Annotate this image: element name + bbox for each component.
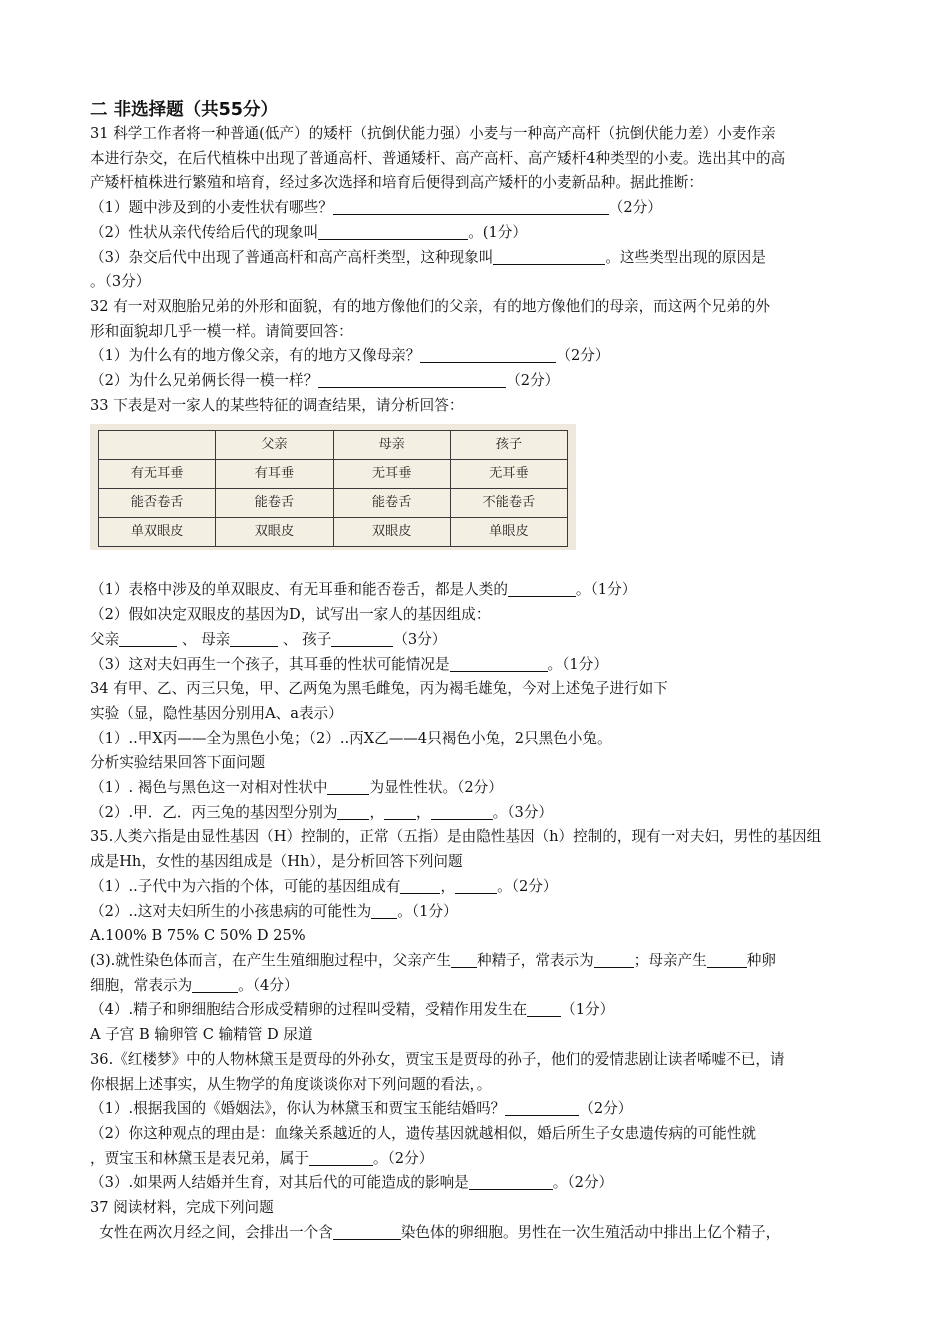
q31-sub-1 xyxy=(90,196,870,221)
q31-sub-1-text: （1）题中涉及到的小麦性状有哪些？ xyxy=(90,199,333,217)
q37-text-line-1: 37 阅读材料，完成下列问题 xyxy=(90,1199,274,1217)
q36-sub-2: （2）你这种观点的理由是：血缘关系越近的人，遗传基因就越相似，婚后所生子女患遗传病的可能性就 xyxy=(90,1124,757,1142)
q35-sub-3-text: (3).就性染色体而言，在产生生殖细胞过程中，父亲产生 xyxy=(90,951,451,969)
q34-text-line-3: （1）..甲X丙——全为黑色小兔；（2）..丙X乙——4只褐色小兔，2只黑色小兔。 xyxy=(90,729,612,747)
q35-sub-3-text-d: 种卵 xyxy=(746,951,776,969)
q35-text-line-2: 成是Hh，女性的基因组成是（Hh），是分析回答下列问题 xyxy=(90,853,463,871)
answer-blank[interactable] xyxy=(450,655,548,672)
answer-blank[interactable] xyxy=(451,951,477,968)
q32-text-line-2: 形和面貌却几乎一模一样。请简要回答： xyxy=(90,322,353,340)
exam-content xyxy=(90,98,870,1245)
q32-sub-1 xyxy=(90,344,870,369)
q35-sub-4-score: （1分） xyxy=(561,1001,615,1019)
q31-sub-2 xyxy=(90,221,870,246)
table-cell: 无耳垂 xyxy=(450,460,567,489)
q36-text-line-1: 36.《红楼梦》中的人物林黛玉是贾母的外孙女，贾宝玉是贾母的孙子，他们的爱情悲剧让读者唏嘘不已，请 xyxy=(90,1050,785,1068)
q31-sub-2-score: 。(1分） xyxy=(468,223,527,241)
q35-sub-4-text: （4）.精子和卵细胞结合形成受精卵的过程叫受精，受精作用发生在 xyxy=(90,1001,528,1019)
q35-options-2: A 子宫 B 输卵管 C 输精管 D 尿道 xyxy=(90,1026,313,1044)
q36-sub-2-score: 。（2分） xyxy=(372,1149,434,1167)
table-cell: 双眼皮 xyxy=(216,518,333,547)
table-header-cell xyxy=(99,431,216,460)
q34-sub-1-text: （1）. 褐色与黑色这一对相对性状中 xyxy=(90,779,328,797)
q36-sub-2-cont xyxy=(90,1147,870,1172)
q34-sub-2 xyxy=(90,801,870,826)
q35-sub-3-text-b: 种精子，常表示为 xyxy=(476,951,594,969)
q32-sub-2-score: （2分） xyxy=(506,372,560,390)
table-header-cell: 父亲 xyxy=(216,431,333,460)
table-header-cell: 孩子 xyxy=(450,431,567,460)
q35-sub-1-score: 。（2分） xyxy=(497,877,558,895)
q33-sub-3 xyxy=(90,653,870,678)
q32-sub-1-score: （2分） xyxy=(556,347,610,365)
table-cell: 能卷舌 xyxy=(216,489,333,518)
q33-sub-2: （2）假如决定双眼皮的基因为D，试写出一家人的基因组成： xyxy=(90,606,491,624)
q36-sub-3-score: 。（2分） xyxy=(552,1174,614,1192)
q32-sub-2-text: （2）为什么兄弟俩长得一模一样？ xyxy=(90,372,319,390)
table-cell: 不能卷舌 xyxy=(450,489,567,518)
table-header-row xyxy=(99,431,568,460)
q36-sub-1-text: （1）.根据我国的《婚姻法》，你认为林黛玉和贾宝玉能结婚吗？ xyxy=(90,1100,506,1118)
q31-sub-3-text-b: 。这些类型出现的原因是 xyxy=(605,248,766,266)
q33-sub-3-text: （3）这对夫妇再生一个孩子，其耳垂的性状可能情况是 xyxy=(90,655,450,673)
q33-text-line-1: 33 下表是对一家人的某些特征的调查结果，请分析回答： xyxy=(90,396,464,414)
mother-label: 、 母亲 xyxy=(181,630,231,648)
trait-table-image xyxy=(90,424,576,550)
answer-blank[interactable] xyxy=(527,1000,561,1017)
q36-sub-3 xyxy=(90,1171,870,1196)
trait-table xyxy=(98,430,568,547)
q35-sub-3-text-c: ；母亲产生 xyxy=(633,951,707,969)
q37-text-a: 女性在两次月经之间，会排出一个含 xyxy=(90,1223,333,1241)
q31-text-line-1: 31 科学工作者将一种普通(低产）的矮杆（抗倒伏能力强）小麦与一种高产高杆（抗倒伏能力差）小麦作亲 xyxy=(90,125,776,142)
table-cell: 能卷舌 xyxy=(333,489,450,518)
answer-blank[interactable] xyxy=(371,902,397,919)
q33-sub-2-answers xyxy=(90,628,870,653)
q35-sub-3-text-e: 细胞，常表示为 xyxy=(90,976,193,994)
table-cell: 有耳垂 xyxy=(216,460,333,489)
answer-blank[interactable] xyxy=(309,1149,373,1166)
q35-options: A.100% B 75% C 50% D 25% xyxy=(90,927,306,945)
answer-blank[interactable] xyxy=(337,803,369,820)
q31-text-line-2: 本进行杂交，在后代植株中出现了普通高杆、普通矮杆、高产高杆、高产矮杆4种类型的小麦。选出其中的高 xyxy=(90,149,786,167)
q36-sub-2-text-b: ，贾宝玉和林黛玉是表兄弟，属于 xyxy=(90,1149,309,1167)
q35-sub-4 xyxy=(90,998,870,1023)
answer-blank[interactable] xyxy=(400,877,440,894)
child-label: 、 孩子 xyxy=(282,630,332,648)
table-cell: 有无耳垂 xyxy=(99,460,216,489)
q35-text-line-1: 35.人类六指是由显性基因（H）控制的，正常（五指）是由隐性基因（h）控制的，现有一对夫妇，男性的基因组 xyxy=(90,828,822,846)
answer-blank[interactable] xyxy=(594,951,634,968)
q35-sub-2 xyxy=(90,900,870,925)
answer-blank[interactable] xyxy=(505,1099,579,1116)
answer-blank[interactable] xyxy=(230,630,278,647)
answer-blank[interactable] xyxy=(318,371,506,388)
answer-blank[interactable] xyxy=(331,630,393,647)
q37-text-line-2 xyxy=(90,1221,870,1246)
comma: ， xyxy=(440,877,456,895)
q35-sub-2-score: 。（1分） xyxy=(397,902,458,920)
answer-blank[interactable] xyxy=(431,803,493,820)
table-row xyxy=(99,460,568,489)
q36-text-line-2: 你根据上述事实，从生物学的角度谈谈你对下列问题的看法，。 xyxy=(90,1075,492,1093)
answer-blank[interactable] xyxy=(119,630,177,647)
answer-blank[interactable] xyxy=(707,951,747,968)
father-label: 父亲 xyxy=(90,630,120,648)
q33-sub-3-score: 。（1分） xyxy=(547,655,608,673)
table-cell: 能否卷舌 xyxy=(99,489,216,518)
q31-sub-3 xyxy=(90,246,870,271)
q35-sub-1 xyxy=(90,875,870,900)
q34-sub-2-score: 。（3分） xyxy=(492,803,554,821)
q35-sub-3 xyxy=(90,949,870,974)
answer-blank[interactable] xyxy=(192,976,238,993)
q37-text-b: 染色体的卵细胞。男性在一次生殖活动中排出上亿个精子， xyxy=(400,1223,781,1241)
q31-sub-3-cont: 。（3分） xyxy=(90,273,151,291)
q31-text-line-3: 产矮杆植株进行繁殖和培育，经过多次选择和培育后便得到高产矮杆的小麦新品种。据此推断： xyxy=(90,174,703,192)
answer-blank[interactable] xyxy=(455,877,497,894)
answer-blank[interactable] xyxy=(384,803,416,820)
q32-sub-1-text: （1）为什么有的地方像父亲，有的地方又像母亲？ xyxy=(90,347,421,365)
comma: ， xyxy=(369,803,385,821)
q36-sub-1 xyxy=(90,1097,870,1122)
answer-blank[interactable] xyxy=(333,1223,401,1240)
q36-sub-3-text: （3）.如果两人结婚并生育，对其后代的可能造成的影响是 xyxy=(90,1174,469,1192)
answer-blank[interactable] xyxy=(318,223,468,240)
answer-blank[interactable] xyxy=(493,248,605,265)
answer-blank[interactable] xyxy=(508,580,576,597)
table-cell: 无耳垂 xyxy=(333,460,450,489)
answer-blank[interactable] xyxy=(333,198,609,215)
table-header-cell: 母亲 xyxy=(333,431,450,460)
q34-text-line-1: 34 有甲、乙、丙三只兔，甲、乙两兔为黑毛雌兔，丙为褐毛雄兔，今对上述兔子进行如下 xyxy=(90,680,668,698)
q33-sub-1-text: （1）表格中涉及的单双眼皮、有无耳垂和能否卷舌，都是人类的 xyxy=(90,581,508,599)
q35-sub-1-text: （1）..子代中为六指的个体，可能的基因组成有 xyxy=(90,877,401,895)
answer-blank[interactable] xyxy=(469,1173,553,1190)
q34-sub-1 xyxy=(90,776,870,801)
answer-blank[interactable] xyxy=(420,346,556,363)
q34-sub-1-score: 为显性性状。（2分） xyxy=(369,779,503,797)
q36-sub-1-score: （2分） xyxy=(579,1100,633,1118)
q35-sub-2-text: （2）..这对夫妇所生的小孩患病的可能性为 xyxy=(90,902,372,920)
q33-sub-2-score: （3分） xyxy=(393,630,447,648)
q33-sub-1-score: 。（1分） xyxy=(575,581,637,599)
q34-text-line-2: 实验（显，隐性基因分别用A、a表示） xyxy=(90,704,343,722)
section-title: 二 非选择题（共55分） xyxy=(90,100,278,120)
q31-sub-3-text: （3）杂交后代中出现了普通高杆和高产高杆类型，这种现象叫 xyxy=(90,248,494,266)
comma: ， xyxy=(416,803,431,821)
q32-sub-2 xyxy=(90,369,870,394)
q35-sub-3-score: 。（4分） xyxy=(238,976,299,994)
table-cell: 单眼皮 xyxy=(450,518,567,547)
q34-text-line-4: 分析实验结果回答下面问题 xyxy=(90,754,266,772)
table-row xyxy=(99,518,568,547)
q35-sub-3-cont xyxy=(90,974,870,999)
q31-sub-1-score: （2分） xyxy=(608,199,662,217)
q32-text-line-1: 32 有一对双胞胎兄弟的外形和面貌，有的地方像他们的父亲，有的地方像他们的母亲，而这两个兄弟的外 xyxy=(90,297,770,315)
answer-blank[interactable] xyxy=(327,778,369,795)
table-row xyxy=(99,489,568,518)
q31-sub-2-text: （2）性状从亲代传给后代的现象叫 xyxy=(90,223,319,241)
table-cell: 单双眼皮 xyxy=(99,518,216,547)
q34-sub-2-text: （2）.甲．乙．丙三兔的基因型分别为 xyxy=(90,803,338,821)
q33-sub-1 xyxy=(90,578,870,603)
table-cell: 双眼皮 xyxy=(333,518,450,547)
